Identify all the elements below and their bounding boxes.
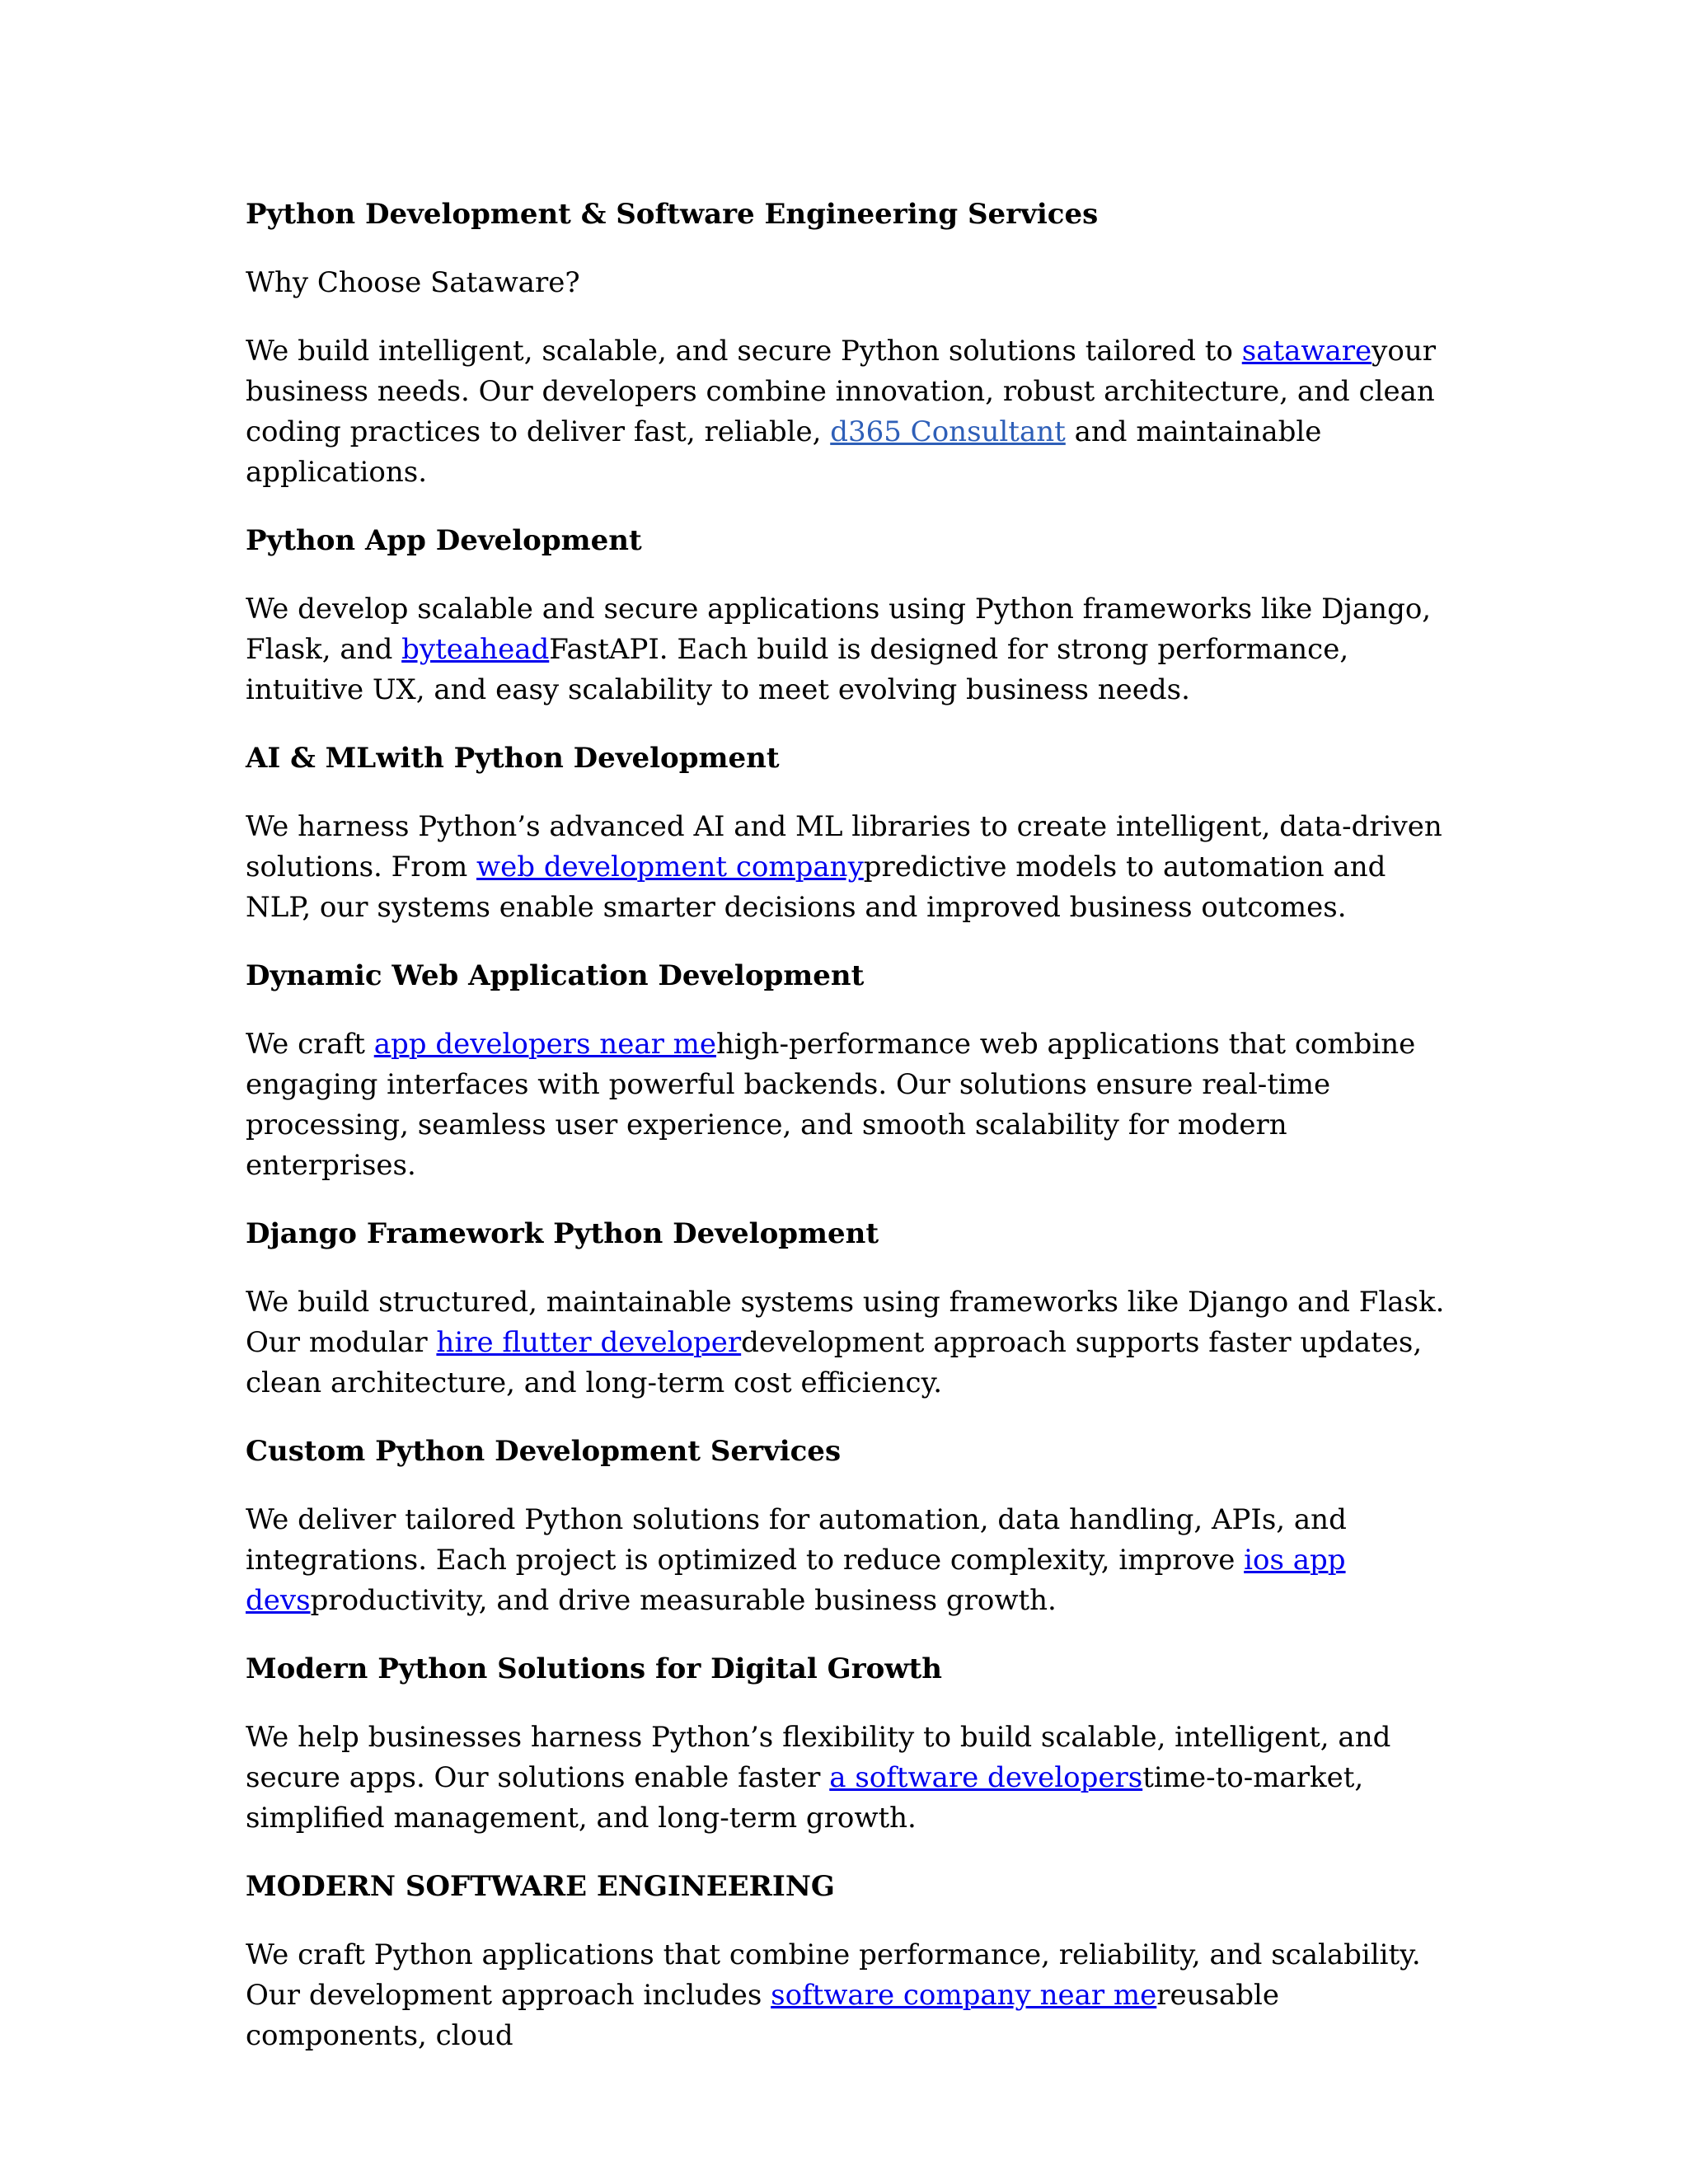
intro-text-after: and maintainable applications. [246,415,1322,489]
paragraph-text-before: We craft [246,1028,374,1061]
hire-flutter-developer-link[interactable]: hire flutter developer [436,1326,742,1359]
paragraph-text-before: We craft Python applications that combine performance, reliability, and scalability. Our development approach includes [246,1938,1421,2012]
section-heading-django-framework: Django Framework Python Development [246,1217,879,1250]
paragraph-text-after: development approach supports faster updates, clean architecture, and long-term cost efficiency. [246,1326,1423,1399]
software-company-near-me-link[interactable]: software company near me [771,1979,1157,2012]
intro-paragraph [246,331,1457,493]
d365-consultant-link[interactable]: d365 Consultant [830,415,1066,448]
a-software-developers-link[interactable]: a software developers [829,1761,1143,1794]
section-paragraph-python-app-development [246,589,1457,710]
paragraph-text-before: We help businesses harness Python’s flexibility to build scalable, intelligent, and secure apps. Our solutions enable faster [246,1721,1391,1794]
section-paragraph-modern-python-solutions [246,1718,1457,1839]
app-developers-near-me-link[interactable]: app developers near me [373,1028,717,1061]
paragraph-text-before: We build structured, maintainable systems using frameworks like Django and Flask. Our modular [246,1286,1445,1359]
paragraph-text-before: We develop scalable and secure applications using Python frameworks like Django, Flask, and [246,593,1432,666]
paragraph-text-after: time-to-market, simplified management, and long-term growth. [246,1761,1364,1835]
document-body [246,194,1457,2084]
section-paragraph-ai-ml [246,807,1457,928]
section-paragraph-modern-software-engineering [246,1935,1457,2056]
paragraph-text-after: productivity, and drive measurable business growth. [310,1584,1057,1617]
paragraph-text-after: reusable components, cloud [246,1979,1280,2052]
section-heading-dynamic-web-app: Dynamic Web Application Development [246,959,865,992]
document-title: Python Development & Software Engineering Services [246,198,1099,231]
paragraph-text-after: predictive models to automation and NLP, our systems enable smarter decisions and improved business outcomes. [246,851,1386,924]
section-heading-modern-python-solutions: Modern Python Solutions for Digital Growth [246,1652,942,1685]
ios-app-devs-link[interactable]: ios app devs [246,1544,1346,1617]
intro-text-before: We build intelligent, scalable, and secure Python solutions tailored to [246,335,1242,368]
section-heading-python-app-development: Python App Development [246,524,642,557]
byteahead-link[interactable]: byteahead [401,633,550,666]
section-paragraph-custom-python [246,1500,1457,1621]
section-paragraph-django-framework [246,1282,1457,1404]
section-heading-modern-software-engineering: MODERN SOFTWARE ENGINEERING [246,1870,835,1903]
intro-question: Why Choose Sataware? [246,266,580,299]
sataware-link[interactable]: sataware [1241,335,1372,368]
section-paragraph-dynamic-web-app [246,1024,1457,1186]
section-heading-ai-ml: AI & MLwith Python Development [246,742,780,775]
intro-text-mid: your business needs. Our developers combine innovation, robust architecture, and clean coding practices to deliver fast, reliable, [246,335,1436,448]
section-heading-custom-python: Custom Python Development Services [246,1435,842,1468]
web-development-company-link[interactable]: web development company [476,851,864,883]
paragraph-text-after: FastAPI. Each build is designed for strong performance, intuitive UX, and easy scalability to meet evolving business needs. [246,633,1349,706]
paragraph-text-before: We harness Python’s advanced AI and ML libraries to create intelligent, data-driven solutions. From [246,810,1442,883]
paragraph-text-before: We deliver tailored Python solutions for automation, data handling, APIs, and integrations. Each project is optimized to reduce complexity, improve [246,1503,1347,1577]
paragraph-text-after: high-performance web applications that combine engaging interfaces with powerful backends. Our solutions ensure real-time processing, seamless user experience, and smooth scalability for modern enterprises. [246,1028,1416,1182]
